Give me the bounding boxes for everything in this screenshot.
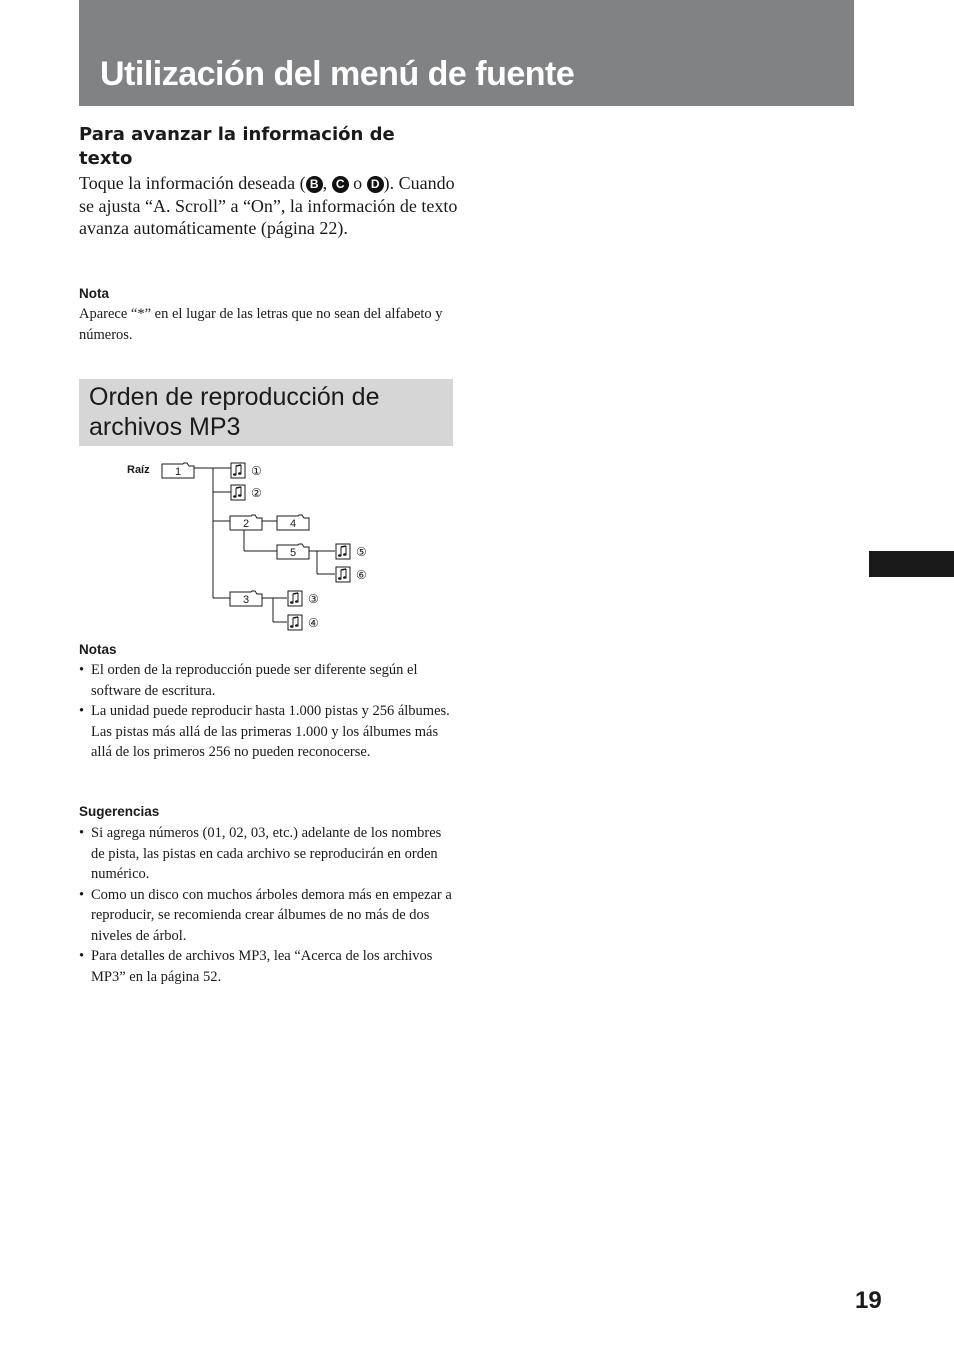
folder-icon <box>230 591 262 606</box>
track-number: ⑥ <box>356 568 367 582</box>
scroll-body-text-1: Toque la información deseada ( <box>79 173 306 193</box>
music-file-icon <box>336 544 367 559</box>
music-file-icon <box>288 615 319 630</box>
folder-icon <box>277 544 309 559</box>
notes-list <box>79 660 457 763</box>
section-heading-box <box>79 379 453 446</box>
scroll-body-text-2: ). Cuando se ajusta “A. Scroll” a “On”, la información de texto avanza automáticamente (página 22). <box>79 173 458 238</box>
section-title: Orden de reproducción de archivos MP3 <box>89 383 380 441</box>
marker-d-icon: D <box>367 176 384 193</box>
marker-b-icon: B <box>306 176 323 193</box>
note-text: Aparece “*” en el lugar de las letras que no sean del alfabeto y números. <box>79 306 443 343</box>
page-number: 19 <box>855 1287 882 1314</box>
track-number: ② <box>251 486 262 500</box>
list-item: • El orden de la reproducción puede ser diferente según el software de escritura. <box>79 660 457 701</box>
scroll-body-sep-1: , <box>322 173 332 193</box>
tree-root-label: Raíz <box>127 464 150 476</box>
folder-tree-diagram <box>79 455 409 637</box>
folder-label: 3 <box>242 594 250 606</box>
chapter-tab <box>869 551 954 577</box>
folder-icon <box>277 515 309 530</box>
tips-label: Sugerencias <box>79 804 160 819</box>
scroll-heading: Para avanzar la información de texto <box>79 124 395 169</box>
header-bar <box>79 0 854 106</box>
music-file-icon <box>288 591 319 606</box>
music-file-icon <box>336 567 367 582</box>
music-file-icon <box>231 485 262 500</box>
page-title: Utilización del menú de fuente <box>100 55 575 93</box>
note-label: Nota <box>79 286 109 301</box>
track-number: ④ <box>308 616 319 630</box>
track-number: ⑤ <box>356 545 367 559</box>
music-file-icon <box>231 463 262 478</box>
notes-label: Notas <box>79 642 117 657</box>
scroll-body <box>79 172 459 240</box>
folder-label: 2 <box>242 518 250 530</box>
folder-icon <box>230 515 262 530</box>
list-item: • La unidad puede reproducir hasta 1.000 pistas y 256 álbumes. Las pistas más allá de las primeras 1.000 y los álbumes más allá de los primeros 256 no pueden reconocerse. <box>79 701 457 763</box>
folder-label: 5 <box>289 547 297 559</box>
folder-label: 4 <box>289 518 297 530</box>
list-item: • Para detalles de archivos MP3, lea “Acerca de los archivos MP3” en la página 52. <box>79 946 457 987</box>
marker-c-icon: C <box>332 176 349 193</box>
list-item: • Como un disco con muchos árboles demora más en empezar a reproducir, se recomienda crear álbumes de no más de dos niveles de árbol. <box>79 885 457 947</box>
folder-icon <box>162 463 194 478</box>
track-number: ① <box>251 464 262 478</box>
tips-list <box>79 823 457 987</box>
scroll-body-sep-2: o <box>348 173 367 193</box>
track-number: ③ <box>308 592 319 606</box>
list-item: • Si agrega números (01, 02, 03, etc.) adelante de los nombres de pista, las pistas en cada archivo se reproducirán en orden numérico. <box>79 823 457 885</box>
folder-label: 1 <box>174 466 182 478</box>
